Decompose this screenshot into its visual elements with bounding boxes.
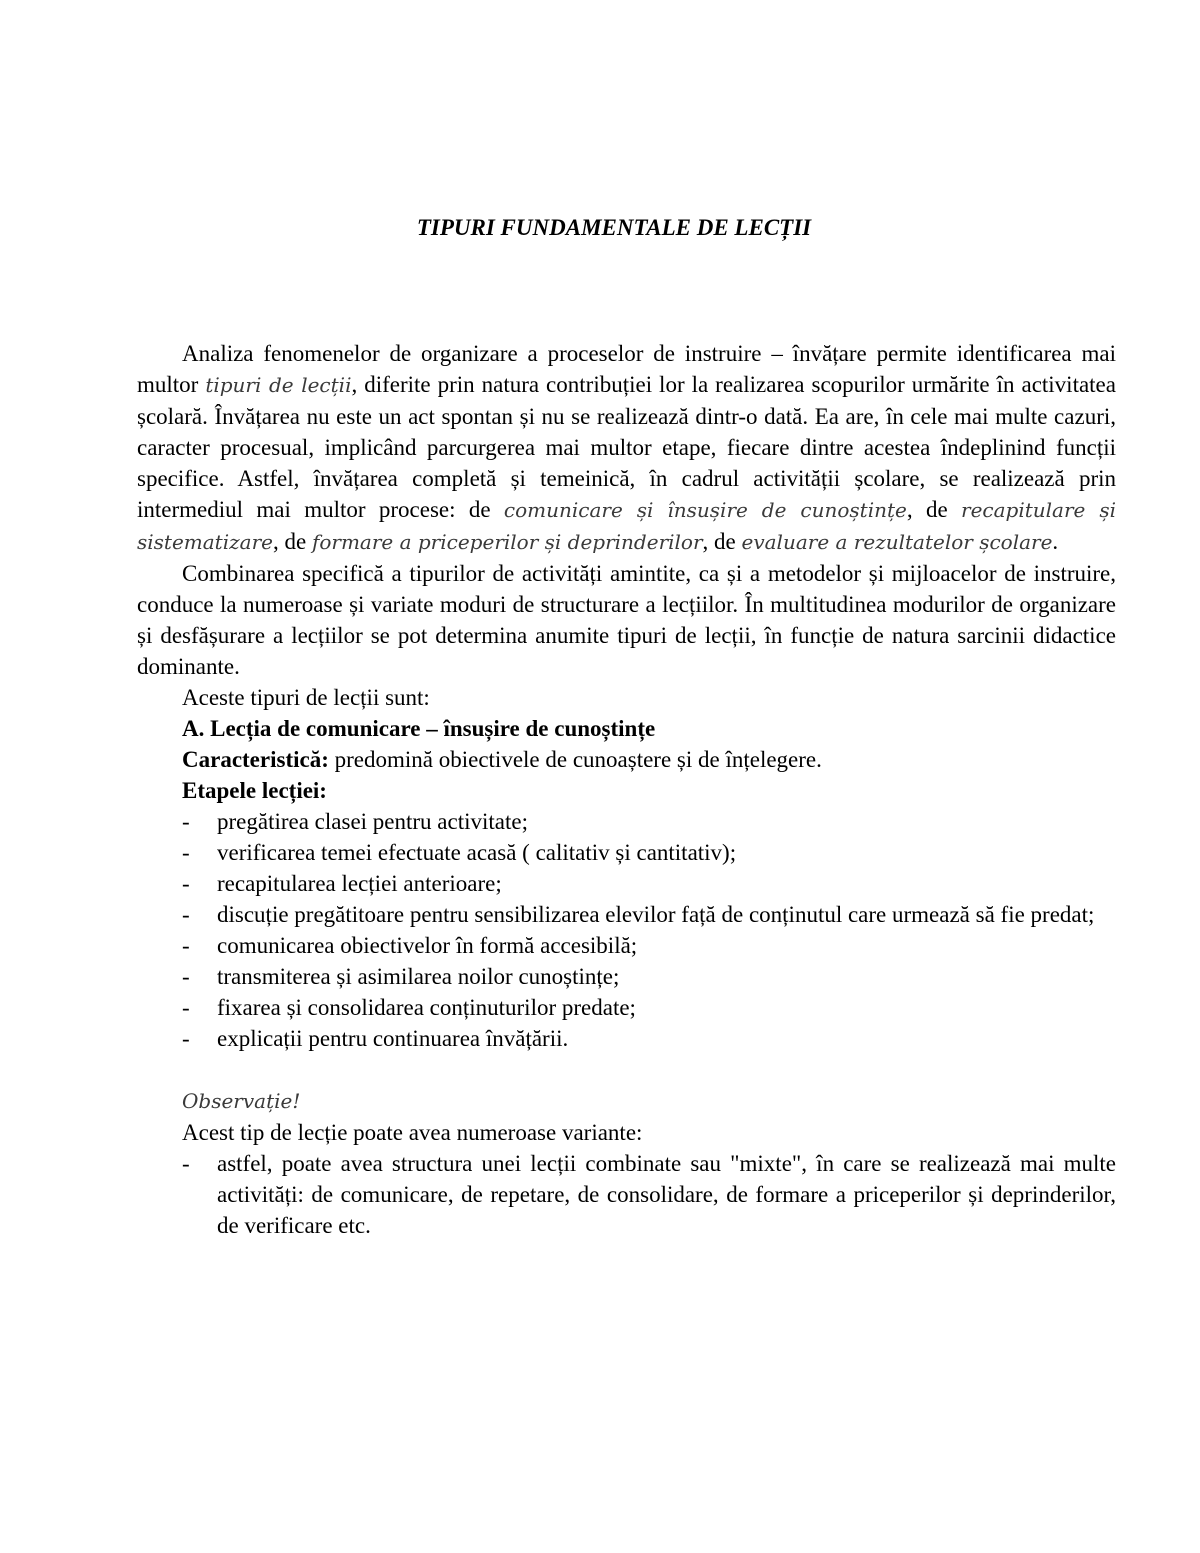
italic-term: tipuri de lecții — [205, 373, 352, 397]
text-run: , de — [702, 529, 742, 554]
list-item: - transmiterea și asimilarea noilor cunoștințe; — [137, 961, 1116, 992]
text-run: , de — [272, 529, 312, 554]
variants-list — [137, 1148, 1116, 1241]
characteristic-line — [137, 744, 1116, 775]
observation-line — [137, 1085, 1116, 1117]
list-item: - comunicarea obiectivelor în formă accesibilă; — [137, 930, 1116, 961]
stages-heading: Etapele lecției: — [182, 778, 327, 803]
observation-label: Observație! — [182, 1089, 301, 1113]
list-item: - pregătirea clasei pentru activitate; — [137, 806, 1116, 837]
text-run: , de — [906, 497, 962, 522]
text-run: . — [1052, 529, 1059, 554]
characteristic-label: Caracteristică: — [182, 747, 329, 772]
lesson-types-intro: Aceste tipuri de lecții sunt: — [182, 685, 430, 710]
italic-term: evaluare a rezultatelor școlare — [741, 530, 1053, 554]
intro-paragraph — [137, 338, 1116, 558]
italic-term: recapitulare și sistematizare — [137, 498, 1116, 554]
characteristic-text: predomină obiectivele de cunoaștere și de înțelegere. — [328, 747, 822, 772]
italic-term: formare a priceperilor și deprinderilor — [311, 530, 703, 554]
list-item: - fixarea și consolidarea conținuturilor predate; — [137, 992, 1116, 1023]
text-run: , diferite prin natura contribuției lor la realizarea scopurilor urmărite în activitatea școlară. Învățarea nu este un act spontan și nu se realizează dintr-o dată. Ea are, în cele mai multe cazuri, caracter procesual, implicând parcurgerea mai multor etape, fiecare dintre acestea îndeplinind funcții specifice. Astfel, învățarea completă și temeinică, în cadrul activității școlare, se realizează prin intermediul mai multor procese: de — [137, 372, 1116, 522]
list-item: - recapitularea lecției anterioare; — [137, 868, 1116, 899]
document-body — [137, 338, 1116, 1241]
observation-intro: Acest tip de lecție poate avea numeroase variante: — [182, 1120, 643, 1145]
list-item: - astfel, poate avea structura unei lecții combinate sau "mixte", în care se realizează mai multe activități: de comunicare, de repetare, de consolidare, de formare a priceperilor și deprinderilor, de verificare etc. — [137, 1148, 1116, 1241]
list-item: - explicații pentru continuarea învățării. — [137, 1023, 1116, 1054]
stages-list — [137, 806, 1116, 1054]
list-item: - verificarea temei efectuate acasă ( calitativ și cantitativ); — [137, 837, 1116, 868]
combination-paragraph: Combinarea specifică a tipurilor de activități amintite, ca și a metodelor și mijloacelor de instruire, conduce la numeroase și variate moduri de structurare a lecțiilor. În multitudinea modurilor de organizare și desfășurare a lecțiilor se pot determina anumite tipuri de lecții, în funcție de natura sarcinii didactice dominante. — [137, 561, 1116, 679]
text-run: Analiza fenomenelor de organizare a proceselor de instruire – învățare permite identificarea mai multor — [137, 341, 1116, 397]
italic-term: comunicare și însușire de cunoștințe — [503, 498, 907, 522]
spacer — [137, 1054, 1116, 1085]
list-item: - discuție pregătitoare pentru sensibilizarea elevilor față de conținutul care urmează să fie predat; — [137, 899, 1116, 930]
page-title: TIPURI FUNDAMENTALE DE LECȚII — [416, 215, 812, 240]
section-a-heading: A. Lecția de comunicare – însușire de cunoștințe — [182, 716, 656, 741]
